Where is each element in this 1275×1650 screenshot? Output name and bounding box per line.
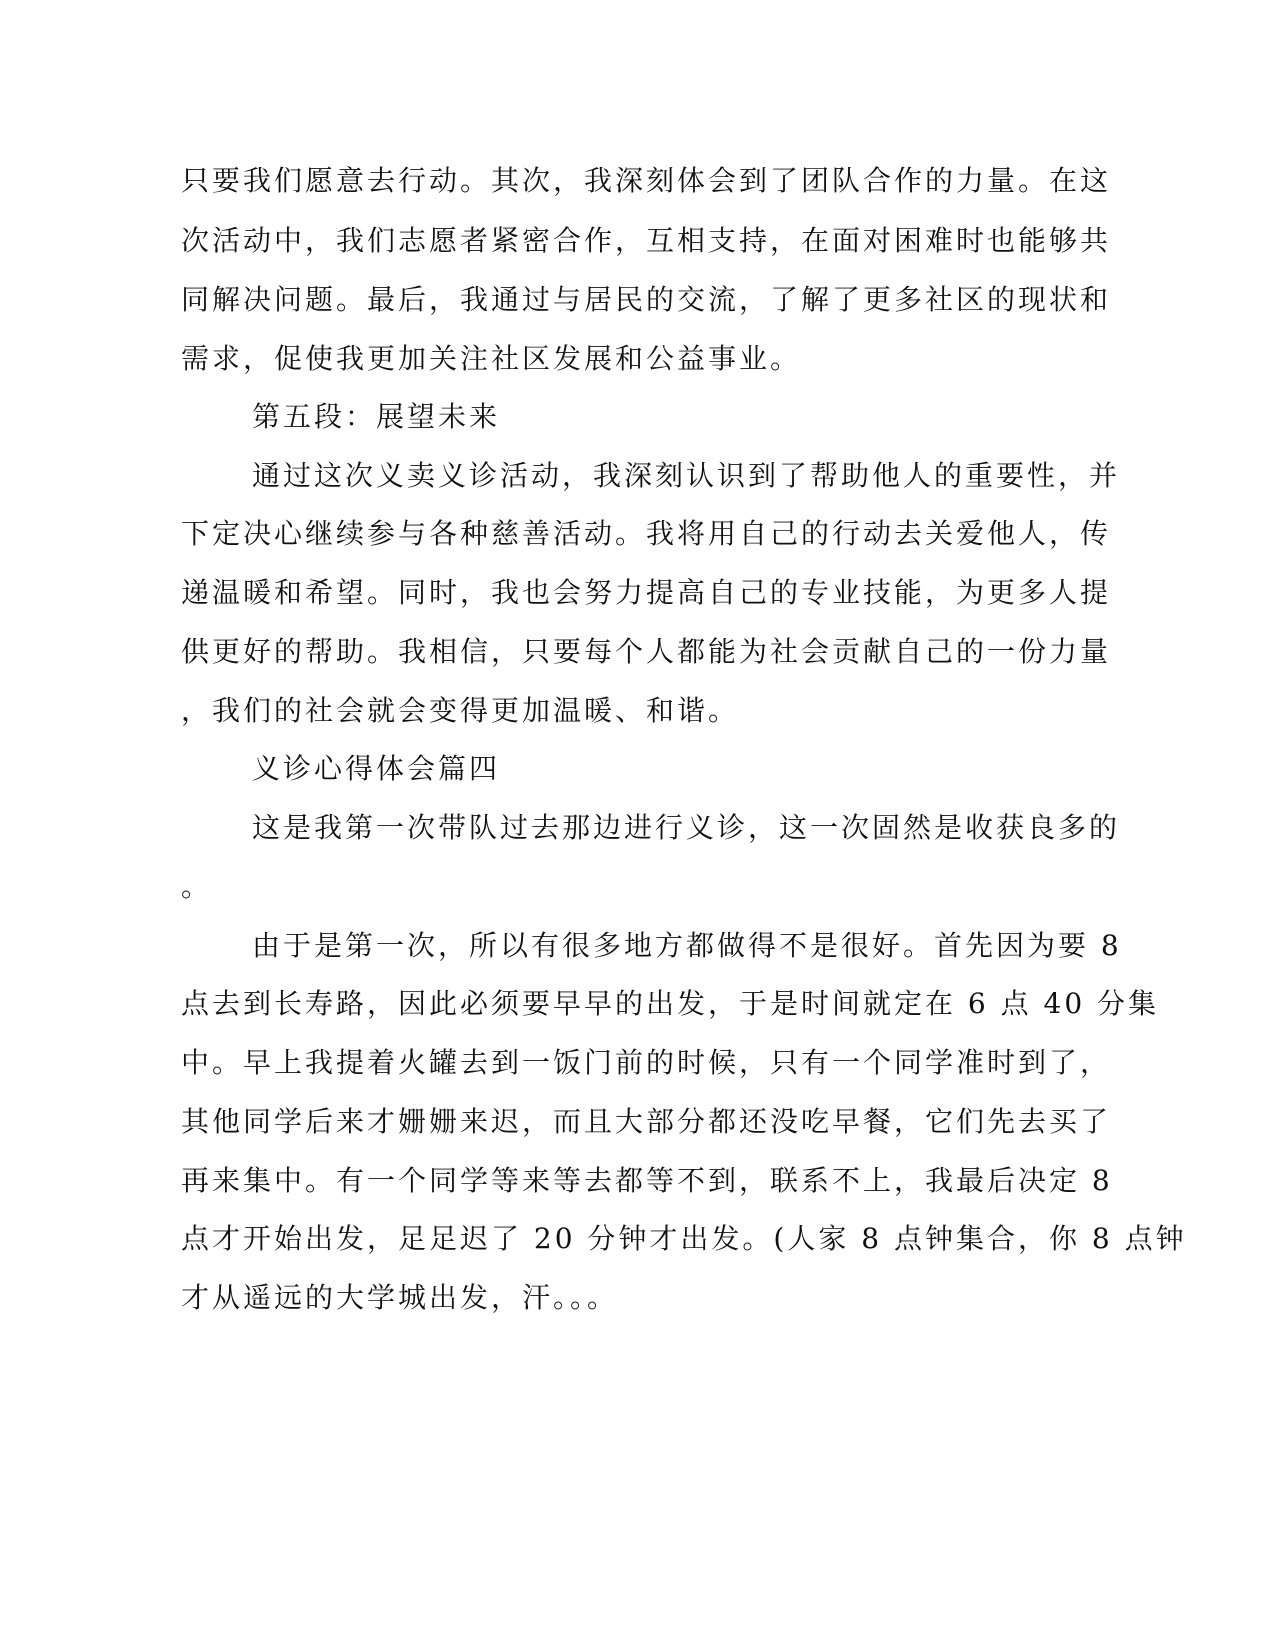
- section-heading: 第五段：展望未来: [252, 400, 501, 433]
- paragraph-line: 中。早上我提着火罐去到一饭门前的时候，只有一个同学准时到了，: [181, 1046, 1112, 1079]
- paragraph-line: 下定决心继续参与各种慈善活动。我将用自己的行动去关爱他人，传: [181, 517, 1112, 550]
- paragraph-line: 由于是第一次，所以有很多地方都做得不是很好。首先因为要 8: [252, 929, 1122, 962]
- section-heading: 义诊心得体会篇四: [252, 752, 501, 785]
- paragraph-line: 。: [181, 870, 213, 903]
- paragraph-line: ，我们的社会就会变得更加温暖、和谐。: [181, 694, 740, 727]
- paragraph-line: 同解决问题。最后，我通过与居民的交流，了解了更多社区的现状和: [181, 283, 1112, 316]
- paragraph-line: 供更好的帮助。我相信，只要每个人都能为社会贡献自己的一份力量: [181, 635, 1112, 668]
- paragraph-line: 只要我们愿意去行动。其次，我深刻体会到了团队合作的力量。在这: [181, 164, 1112, 197]
- paragraph-line: 才从遥远的大学城出发，汗。。。: [181, 1281, 619, 1314]
- paragraph-line: 再来集中。有一个同学等来等去都等不到，联系不上，我最后决定 8: [181, 1164, 1113, 1197]
- paragraph-line: 点去到长寿路，因此必须要早早的出发，于是时间就定在 6 点 40 分集: [181, 987, 1160, 1020]
- paragraph-line: 这是我第一次带队过去那边进行义诊，这一次固然是收获良多的: [252, 811, 1121, 844]
- paragraph-line: 递温暖和希望。同时，我也会努力提高自己的专业技能，为更多人提: [181, 576, 1112, 609]
- paragraph-line: 需求，促使我更加关注社区发展和公益事业。: [181, 342, 802, 375]
- paragraph-line: 次活动中，我们志愿者紧密合作，互相支持，在面对困难时也能够共: [181, 224, 1112, 257]
- paragraph-line: 通过这次义卖义诊活动，我深刻认识到了帮助他人的重要性，并: [252, 459, 1121, 492]
- paragraph-line: 点才开始出发，足足迟了 20 分钟才出发。(人家 8 点钟集合，你 8 点钟: [181, 1222, 1187, 1255]
- paragraph-line: 其他同学后来才姗姗来迟，而且大部分都还没吃早餐，它们先去买了: [181, 1105, 1112, 1138]
